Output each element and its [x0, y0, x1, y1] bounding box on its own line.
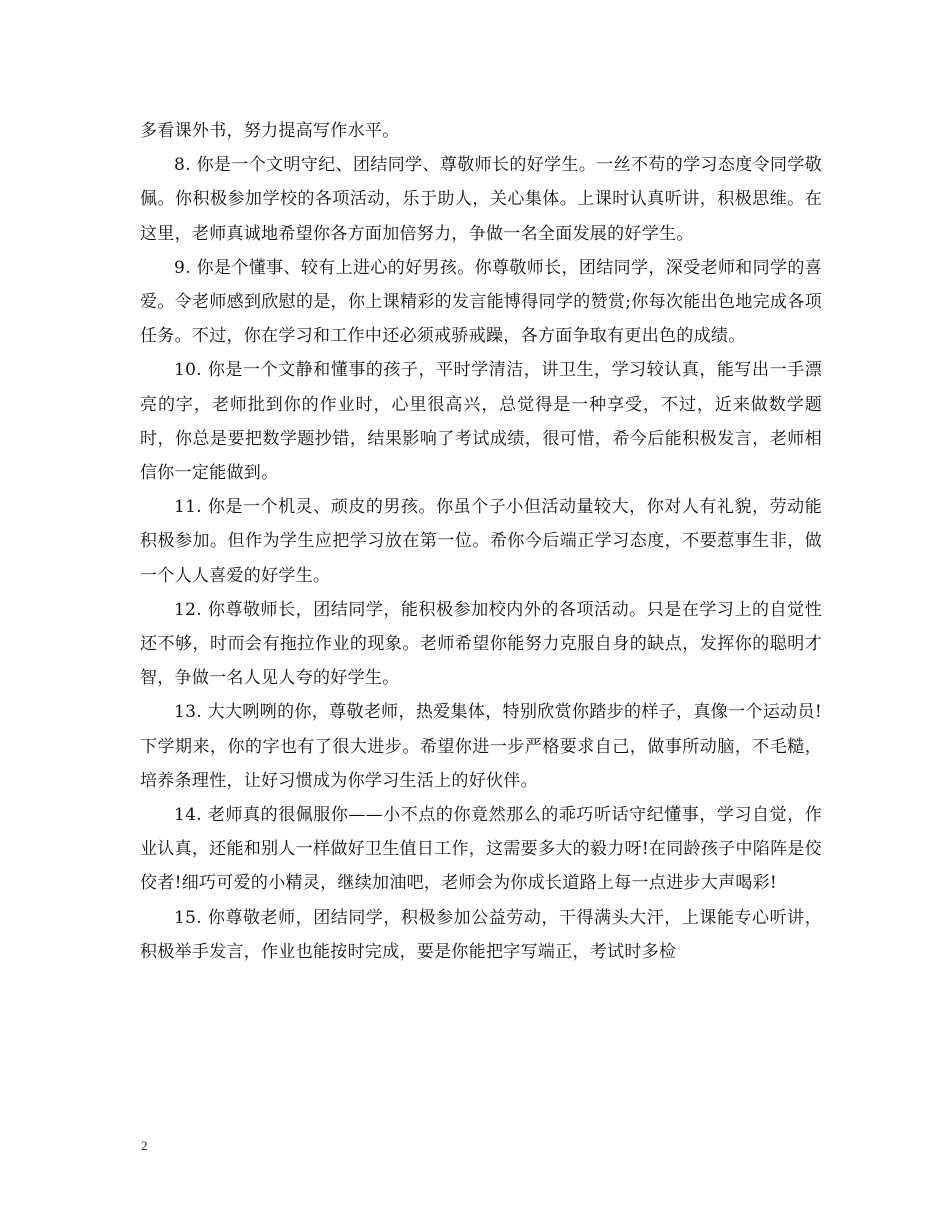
paragraph-item-10: 10. 你是一个文静和懂事的孩子，平时学清洁，讲卫生，学习较认真，能写出一手漂亮的字，老师批到你的作业时，心里很高兴，总觉得是一种享受，不过，近来做数学题时，你总是要把数学题抄错，结果影响了考试成绩，很可惜，希今后能积极发言，老师相信你一定能做到。 — [140, 360, 822, 484]
paragraph-item-15: 15. 你尊敬老师，团结同学，积极参加公益劳动，干得满头大汗，上课能专心听讲，积极举手发言，作业也能按时完成，要是你能把字写端正，考试时多检 — [140, 907, 822, 962]
paragraph-item-8: 8. 你是一个文明守纪、团结同学、尊敬师长的好学生。一丝不苟的学习态度令同学敬佩。你积极参加学校的各项活动，乐于助人，关心集体。上课时认真听讲，积极思维。在这里，老师真诚地希望你各方面加倍努力，争做一名全面发展的好学生。 — [140, 155, 822, 244]
document-body — [140, 114, 822, 969]
paragraph-continuation: 多看课外书，努力提高写作水平。 — [140, 121, 400, 141]
page-number: 2 — [141, 1138, 148, 1153]
paragraph-item-9: 9. 你是个懂事、较有上进心的好男孩。你尊敬师长，团结同学，深受老师和同学的喜爱。令老师感到欣慰的是，你上课精彩的发言能博得同学的赞赏;你每次能出色地完成各项任务。不过，你在学习和工作中还必须戒骄戒躁，各方面争取有更出色的成绩。 — [140, 257, 822, 347]
paragraph-item-13: 13. 大大咧咧的你，尊敬老师，热爱集体，特别欣赏你踏步的样子，真像一个运动员!下学期来，你的字也有了很大进步。希望你进一步严格要求自己，做事所动脑，不毛糙，培养条理性，让好习惯成为你学习生活上的好伙伴。 — [140, 702, 822, 791]
paragraph-item-11: 11. 你是一个机灵、顽皮的男孩。你虽个子小但活动量较大，你对人有礼貌，劳动能积极参加。但作为学生应把学习放在第一位。希你今后端正学习态度，不要惹事生非，做一个人人喜爱的好学生。 — [140, 497, 822, 586]
paragraph-item-14: 14. 老师真的很佩服你——小不点的你竟然那么的乖巧听话守纪懂事，学习自觉，作业认真，还能和别人一样做好卫生值日工作，这需要多大的毅力呀!在同龄孩子中陷阵是佼佼者!细巧可爱的小精灵，继续加油吧，老师会为你成长道路上每一点进步大声喝彩! — [140, 805, 822, 894]
paragraph-item-12: 12. 你尊敬师长，团结同学，能积极参加校内外的各项活动。只是在学习上的自觉性还不够，时而会有拖拉作业的现象。老师希望你能努力克服自身的缺点，发挥你的聪明才智，争做一名人见人夸的好学生。 — [140, 599, 822, 689]
